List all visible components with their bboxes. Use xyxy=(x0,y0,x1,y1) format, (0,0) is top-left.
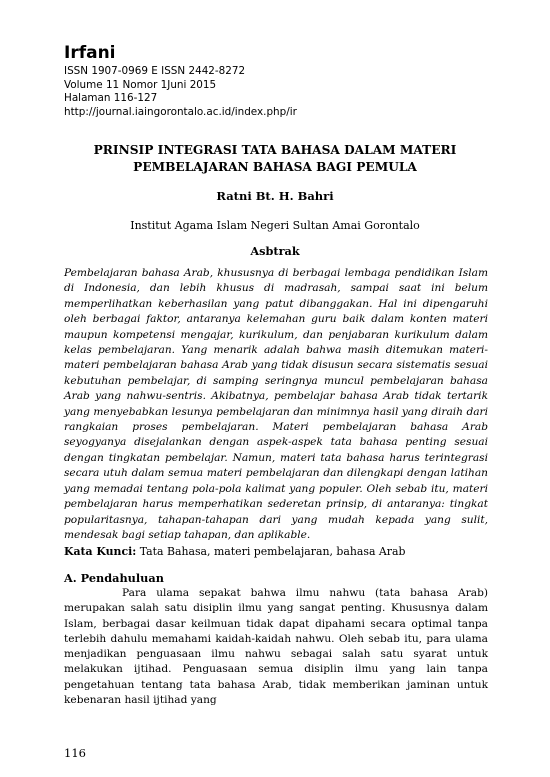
journal-url[interactable]: http://journal.iaingorontalo.ac.id/index.php/ir xyxy=(64,105,297,118)
journal-header xyxy=(64,42,484,119)
author-affiliation: Institut Agama Islam Negeri Sultan Amai Gorontalo xyxy=(130,219,420,232)
abstract-text: Pembelajaran bahasa Arab, khususnya di berbagai lembaga pendidikan Islam di Indonesia, dan lebih khusus di madrasah, sampai saat ini belum memperlihatkan keberhasilan yang patut dibanggakan. Hal ini dipengaruhi oleh berbagai faktor, antaranya kelemahan guru baik dalam konten materi maupun kompetensi mengajar, kurikulum, dan penjabaran kurikulum dalam kelas pembelajaran. Yang menarik adalah bahwa masih ditemukan materi-materi pembelajaran bahasa Arab yang tidak disusun secara sistematis sesuai kebutuhan pembelajar, di samping seringnya muncul pembelajaran bahasa Arab yang nahwu-sentris. Akibatnya, pembelajar bahasa Arab tidak tertarik yang menyebabkan lesunya pembelajaran dan minimnya hasil yang diraih dari rangkaian proses pembelajaran. Materi pembelajaran bahasa Arab seyogyanya disejalankan dengan aspek-aspek tata bahasa penting sesuai dengan tingkatan pembelajar. Namun, materi tata bahasa harus terintegrasi secara utuh dalam semua materi pembelajaran dan dilengkapi dengan latihan yang memadai tentang pola-pola kalimat yang populer. Oleh sebab itu, materi pembelajaran harus memperhatikan sederetan prinsip, di antaranya: tingkat popularitasnya, tahapan-tahapan dari yang mudah kepada yang sulit, mendesak bagi setiap tahapan, dan aplikable. xyxy=(64,267,488,541)
section-body-text: Para ulama sepakat bahwa ilmu nahwu (tata bahasa Arab) merupakan salah satu disiplin ilmu yang sangat penting. Khususnya dalam Islam, berbagai dasar keilmuan tidak dapat dipahami secara optimal tanpa terlebih dahulu memahami kaidah-kaidah nahwu. Oleh sebab itu, para ulama menjadikan penguasaan ilmu nahwu sebagai salah satu syarat untuk melakukan ijtihad. Penguasaan semua disiplin ilmu yang lain tanpa pengetahuan tentang tata bahasa Arab, tidak memberikan jaminan untuk kebenaran hasil ijtihad yang xyxy=(64,587,488,707)
page-number: 116 xyxy=(64,746,86,760)
article-title-line-2: PEMBELAJARAN BAHASA BAGI PEMULA xyxy=(133,160,417,174)
article-title xyxy=(64,142,486,176)
section-heading: A. Pendahuluan xyxy=(64,571,164,585)
article-title-line-1: PRINSIP INTEGRASI TATA BAHASA DALAM MATERI xyxy=(93,143,457,157)
abstract-heading: Asbtrak xyxy=(250,244,300,258)
journal-issn: ISSN 1907-0969 E ISSN 2442-8272 xyxy=(64,65,246,77)
keywords-text: Tata Bahasa, materi pembelajaran, bahasa Arab xyxy=(136,545,406,558)
article-author: Ratni Bt. H. Bahri xyxy=(216,189,334,203)
journal-name: Irfani xyxy=(64,43,116,63)
keywords xyxy=(64,544,488,559)
journal-pages: Halaman 116-127 xyxy=(64,92,158,105)
journal-volume: Volume 11 Nomor 1Juni 2015 xyxy=(64,78,217,91)
keywords-label: Kata Kunci: xyxy=(64,545,137,558)
